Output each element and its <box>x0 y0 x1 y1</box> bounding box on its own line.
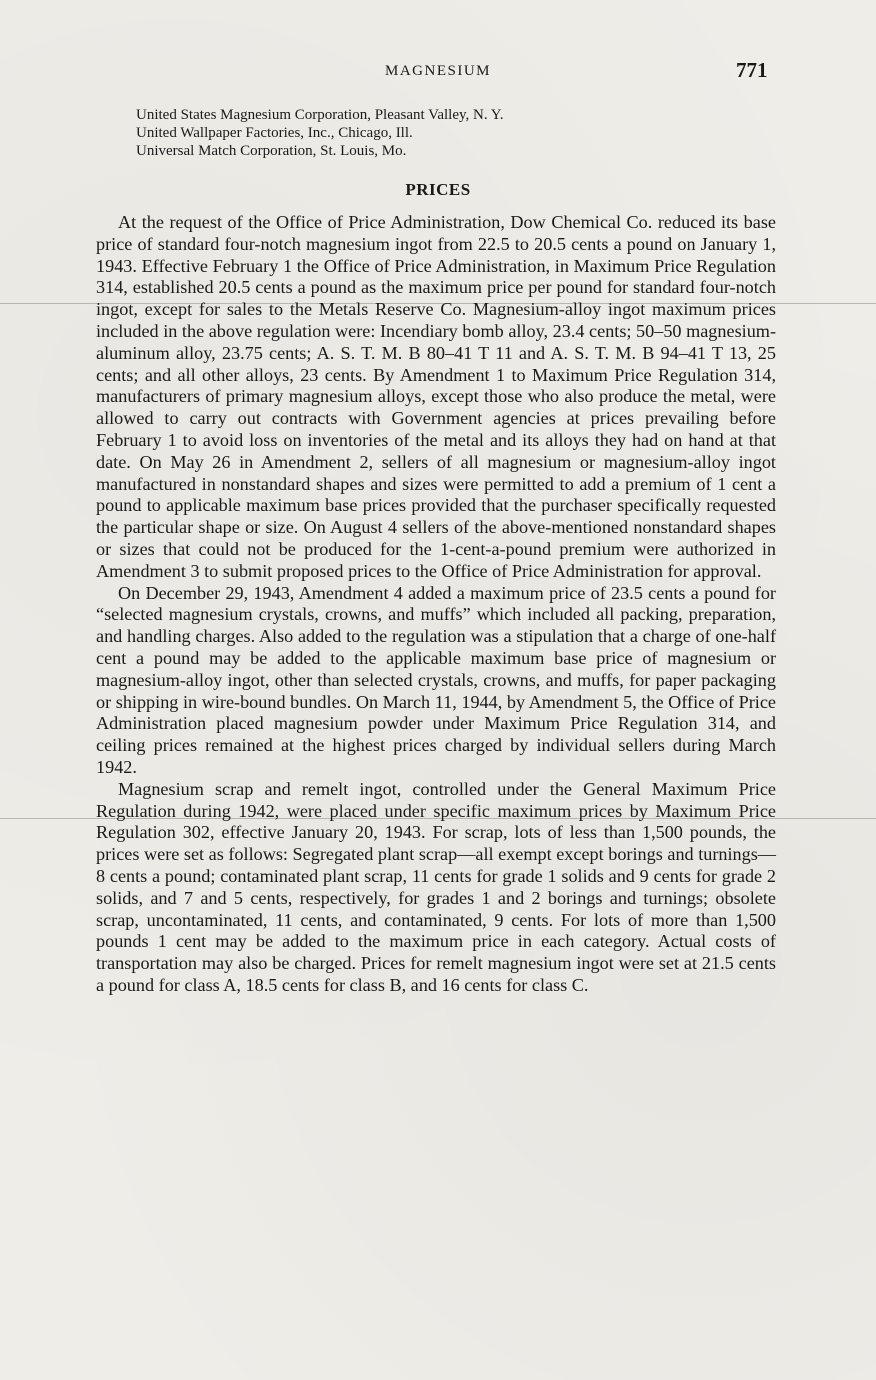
section-heading: PRICES <box>405 180 471 199</box>
paragraph: At the request of the Office of Price Administration, Dow Chemical Co. reduced its base price of standard four-notch magnesium ingot from 22.5 to 20.5 cents a pound on January 1, 1943. Effective February 1 the Office of Price Administration, in Maximum Price Regulation 314, established 20.5 cents a pound as the maximum price per pound for standard four-notch ingot, except for sales to the Metals Reserve Co. Magnesium-alloy ingot maximum prices included in the above regulation were: Incendiary bomb alloy, 23.4 cents; 50–50 magnesium-aluminum alloy, 23.75 cents; A. S. T. M. B 80–41 T 11 and A. S. T. M. B 94–41 T 13, 25 cents; and all other alloys, 23 cents. By Amendment 1 to Maximum Price Regulation 314, manufacturers of primary magnesium alloys, except those who also produce the metal, were allowed to carry out contracts with Government agencies at prices prevailing before February 1 to avoid loss on inventories of the metal and its alloys they had on hand at that date. On May 26 in Amendment 2, sellers of all magnesium or magnesium-alloy ingot manufactured in nonstandard shapes and sizes were permitted to add a premium of 1 cent a pound to applicable maximum base prices provided that the purchaser specifically requested the particular shape or size. On August 4 sellers of the above-mentioned nonstandard shapes or sizes that could not be produced for the 1-cent-a-pound premium were authorized in Amendment 3 to submit proposed prices to the Office of Price Administration for approval. <box>96 212 776 581</box>
company-list <box>136 106 756 160</box>
paragraph: Magnesium scrap and remelt ingot, controlled under the General Maximum Price Regulation during 1942, were placed under specific maximum prices by Maximum Price Regulation 302, effective January 20, 1943. For scrap, lots of less than 1,500 pounds, the prices were set as follows: Segregated plant scrap—all exempt except borings and turnings—8 cents a pound; contaminated plant scrap, 11 cents for grade 1 solids and 9 cents for grade 2 solids, and 7 and 5 cents, respectively, for grades 1 and 2 borings and turnings; obsolete scrap, uncontaminated, 11 cents, and contaminated, 9 cents. For lots of more than 1,500 pounds 1 cent may be added to the maximum price in each category. Actual costs of transportation may also be charged. Prices for remelt magnesium ingot were set at 21.5 cents a pound for class A, 18.5 cents for class B, and 16 cents for class C. <box>96 778 776 995</box>
company-entry: Universal Match Corporation, St. Louis, Mo. <box>136 143 407 159</box>
page-number: 771 <box>736 58 768 82</box>
company-entry: United States Magnesium Corporation, Pleasant Valley, N. Y. <box>136 107 504 123</box>
paragraph: On December 29, 1943, Amendment 4 added a maximum price of 23.5 cents a pound for “selected magnesium crystals, crowns, and muffs” which included all packing, preparation, and handling charges. Also added to the regulation was a stipulation that a charge of one-half cent a pound may be added to the applicable maximum base price of magnesium or magnesium-alloy ingot, other than selected crystals, crowns, and muffs, for paper packaging or shipping in wire-bound bundles. On March 11, 1944, by Amendment 5, the Office of Price Administration placed magnesium powder under Maximum Price Regulation 314, and ceiling prices remained at the highest prices charged by individual sellers during March 1942. <box>96 582 776 777</box>
company-entry: United Wallpaper Factories, Inc., Chicago, Ill. <box>136 125 413 141</box>
running-title: MAGNESIUM <box>384 63 491 79</box>
body-text <box>96 212 776 997</box>
